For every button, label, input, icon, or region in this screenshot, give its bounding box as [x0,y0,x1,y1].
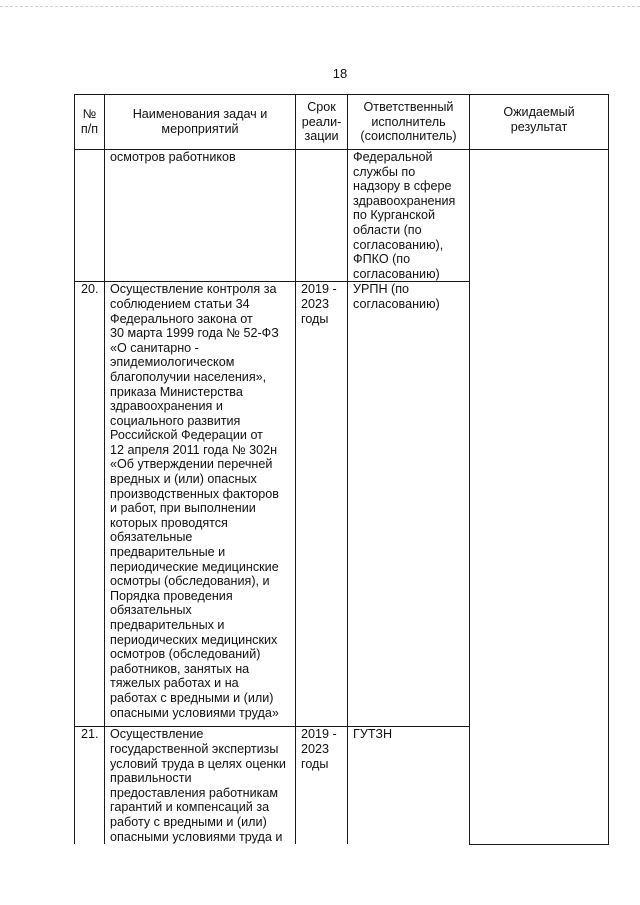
row-executor: ГУТЗН [348,727,470,844]
row-executor: УРПН (по согласованию) [348,282,470,727]
header-term: Срок реали- зации [296,95,348,150]
row-name: Осуществление контроля за соблюдением статьи 34 Федерального закона от 30 марта 1999 года № 52-ФЗ «О санитарно - эпидемиологическом благополучии населения», приказа Министерства здравоохранения и социального развития Российской Федерации от 12 апреля 2011 года № 302н «Об утверждении перечней вредных и (или) опасных производственных факторов и работ, при выполнении которых проводятся обязательные предварительные и периодические медицинские осмотры (обследования), и Порядка проведения обязательных предварительных и периодических медицинских осмотров (обследований) работников, занятых на тяжелых работах и на работах с вредными и (или) опасными условиями труда» [105,282,296,727]
row-num: 21. [75,727,105,844]
table-header-row [75,95,609,150]
row-executor: Федеральной службы по надзору в сфере здравоохранения по Курганской области (по согласованию), ФПКО (по согласованию) [348,150,470,282]
row-term: 2019 - 2023 годы [296,282,348,727]
scan-artifact-line [0,6,640,7]
row-name: Осуществление государственной экспертизы условий труда в целях оценки правильности предоставления работникам гарантий и компенсаций за работу с вредными и (или) опасными условиями труда и [105,727,296,844]
row-num: 20. [75,282,105,727]
row-term: 2019 - 2023 годы [296,727,348,844]
measures-table [74,94,609,845]
row-num [75,150,105,282]
header-executor: Ответственный исполнитель (соисполнитель) [348,95,470,150]
header-name: Наименования задач и мероприятий [105,95,296,150]
page-number: 18 [332,66,348,81]
row-name: осмотров работников [105,150,296,282]
header-num: № п/п [75,95,105,150]
table-row [75,150,609,282]
header-result: Ожидаемый результат [470,95,609,150]
row-result [470,150,609,845]
row-term [296,150,348,282]
